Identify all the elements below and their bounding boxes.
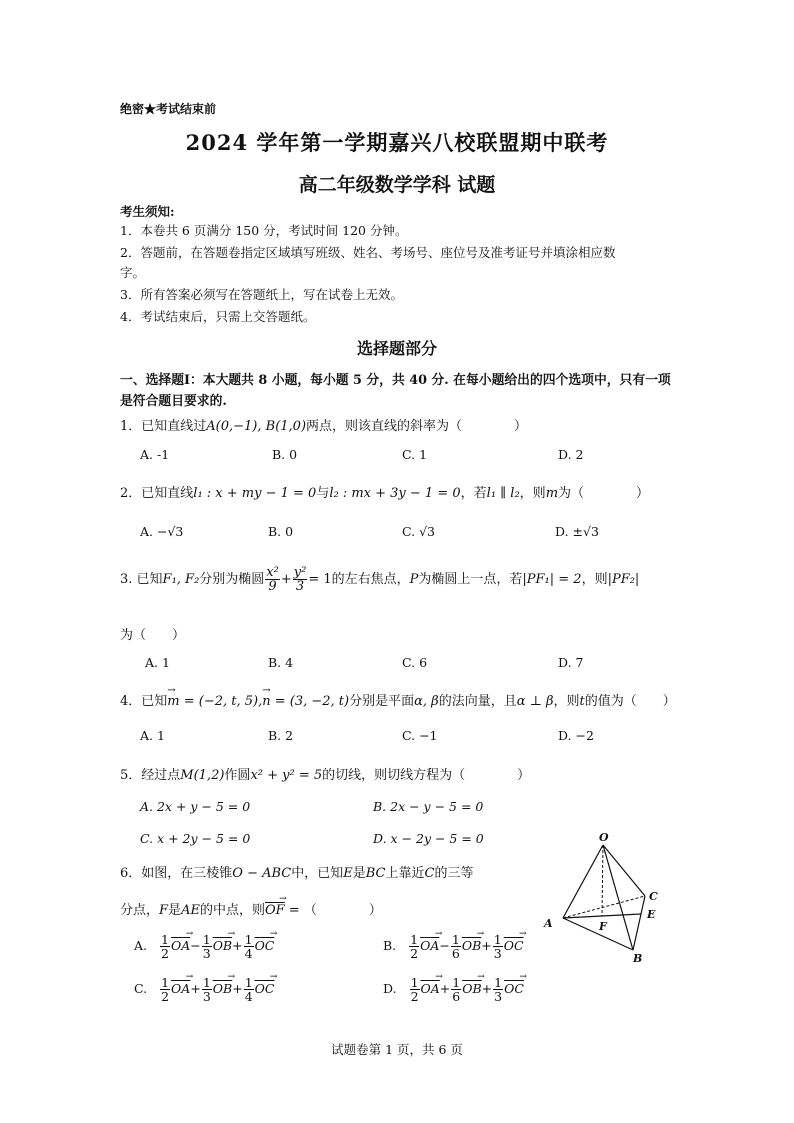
q2-text: ，若 — [460, 486, 487, 501]
coefficient-fraction — [160, 933, 170, 960]
vector-term — [420, 972, 443, 996]
fraction-numerator: 1 — [494, 975, 503, 990]
vector-arrow-icon: → — [434, 929, 443, 939]
exam-title: 2024 学年第一学期嘉兴八校联盟期中联考 — [185, 130, 609, 155]
q4-variable: t — [579, 694, 585, 709]
exam-subtitle: 高二年级数学学科 试题 — [298, 174, 496, 196]
fraction-denominator: 3 — [202, 946, 211, 961]
coefficient-fraction — [409, 933, 419, 960]
fraction-denominator: 3 — [493, 946, 502, 961]
vector-label: $\overline{OA}$ — [171, 981, 191, 996]
operator-sign: − — [439, 938, 450, 953]
q4-vector-m — [167, 685, 180, 709]
q1-option-c: C. 1 — [402, 447, 428, 462]
q3-plus: + — [280, 572, 292, 587]
vector-arrow-icon: → — [227, 929, 236, 939]
vector-arrow-icon: → — [519, 972, 527, 982]
q4-vector-n-label: n — [262, 694, 271, 709]
q3-line2: 为（ ） — [120, 628, 186, 643]
q4-option-d: D. −2 — [558, 728, 594, 743]
option-label: B. — [383, 938, 397, 953]
q3-option-a: A. 1 — [145, 655, 170, 670]
vector-arrow-icon: → — [279, 894, 287, 904]
q3-fraction-x — [265, 566, 280, 593]
q2-option-a: A. −√3 — [140, 524, 184, 539]
q5-option-d: D. x − 2y − 5 = 0 — [373, 831, 484, 846]
q2-text: 与 — [316, 486, 330, 501]
operator-sign: + — [232, 938, 243, 953]
vector-label: $\overline{OC}$ — [254, 981, 275, 996]
label-a: A — [544, 917, 553, 930]
q3-condition: |PF₁| = 2 — [522, 572, 582, 587]
q6-point-f: F — [159, 903, 169, 918]
q6-text: = （ ） — [284, 903, 382, 918]
vector-arrow-icon: → — [227, 972, 236, 982]
vector-arrow-icon: → — [518, 929, 527, 939]
fraction-numerator: 1 — [202, 932, 211, 947]
q6-vector-of-label: $\overline{OF}$ — [264, 903, 285, 918]
q6-text: 的中点，则 — [199, 903, 265, 918]
q6-text: 中，已知 — [291, 866, 344, 881]
fraction-numerator: 1 — [452, 975, 461, 990]
question-4 — [120, 685, 676, 709]
q3-ask: |PF₂| — [607, 572, 640, 587]
q2-condition: l₁ ∥ l₂ — [486, 486, 520, 501]
question-6 — [120, 862, 474, 881]
q3-text: 为椭圆上一点，若 — [418, 572, 523, 587]
vector-term — [212, 929, 236, 953]
q3-foci: F₁, F₂ — [162, 572, 200, 587]
q4-text: ，则 — [553, 694, 580, 709]
vector-label: $\overline{OC}$ — [503, 938, 524, 953]
q4-text: 分别是平面 — [349, 694, 415, 709]
coefficient-fraction — [410, 976, 420, 1003]
q1-option-a: A. -1 — [140, 447, 170, 462]
q6-text: 的三等 — [434, 866, 474, 881]
q1-prefix: 1．已知直线过 — [120, 419, 207, 434]
q4-planes: α, β — [414, 694, 439, 709]
q3-text: 的左右焦点， — [331, 572, 410, 587]
vector-term — [503, 929, 527, 953]
q2-text: ，则 — [519, 486, 546, 501]
fraction-numerator: 1 — [451, 932, 460, 947]
fraction-denominator: 2 — [410, 946, 419, 961]
q5-prefix: 5．经过点 — [120, 768, 181, 783]
question-3 — [120, 566, 639, 593]
question-2 — [120, 482, 649, 501]
operator-sign: + — [481, 981, 493, 996]
coefficient-fraction — [202, 976, 212, 1003]
operator-sign: − — [190, 938, 201, 953]
fraction-numerator: 1 — [493, 932, 502, 947]
vector-arrow-icon: → — [269, 929, 278, 939]
q4-suffix: 的值为（ ） — [584, 694, 676, 709]
confidential-mark: 绝密★考试结束前 — [120, 102, 217, 116]
q3-point: P — [409, 572, 419, 587]
edge-oa — [563, 845, 603, 918]
coefficient-fraction — [493, 976, 503, 1003]
fraction-numerator: 1 — [410, 975, 419, 990]
q1-option-d: D. 2 — [558, 447, 584, 462]
part-instructions: 一、选择题Ⅰ：本大题共 8 小题，每小题 5 分，共 40 分. 在每小题给出的四个选项中，只有一项是符合题目要求的. — [120, 373, 671, 409]
q4-prefix: 4．已知 — [120, 694, 168, 709]
operator-sign: + — [190, 981, 201, 996]
vector-arrow-icon: → — [262, 685, 271, 696]
fraction-numerator: 1 — [244, 975, 253, 990]
q4-condition: α ⊥ β — [516, 694, 554, 709]
q6-option-d — [383, 972, 527, 1004]
edge-oc — [603, 845, 645, 896]
q5-circle: x² + y² = 5 — [250, 768, 323, 783]
q4-option-c: C. −1 — [402, 728, 438, 743]
q6-point-e: E — [343, 866, 353, 881]
vector-term — [171, 972, 194, 996]
segment-of-hidden — [602, 845, 603, 916]
vector-term — [420, 929, 443, 953]
operator-sign: + — [481, 938, 492, 953]
vector-arrow-icon: → — [167, 685, 176, 696]
vector-arrow-icon: → — [269, 972, 278, 982]
edge-bc — [633, 896, 645, 950]
vector-label: $\overline{OB}$ — [462, 981, 482, 996]
q6-solid: O − ABC — [232, 866, 292, 881]
vector-label: $\overline{OB}$ — [212, 938, 233, 953]
label-b: B — [633, 952, 643, 965]
question-1 — [120, 415, 527, 434]
q3-equals: = 1 — [308, 572, 332, 587]
notice-heading: 考生须知: — [120, 204, 175, 219]
vector-arrow-icon: → — [476, 929, 485, 939]
vector-label: $\overline{OB}$ — [461, 938, 482, 953]
tetrahedron-figure — [540, 830, 670, 965]
fraction-numerator: 1 — [410, 932, 419, 947]
vector-term — [212, 972, 236, 996]
q3-text: 分别为椭圆 — [199, 572, 265, 587]
q3-prefix: 3. 已知 — [120, 572, 163, 587]
q4-vector-n-value: = (3, −2, t) — [270, 694, 350, 709]
coefficient-fraction — [244, 933, 254, 960]
q4-text: 的法向量，且 — [438, 694, 517, 709]
fraction-denominator: 6 — [452, 989, 461, 1004]
label-e: E — [647, 908, 656, 921]
q2-option-c: C. √3 — [402, 524, 435, 539]
q4-vector-m-label: m — [167, 694, 180, 709]
notice-item: 3．所有答案必须写在答题纸上，写在试卷上无效。 — [120, 287, 403, 302]
q2-variable: m — [545, 486, 559, 501]
vector-label: $\overline{OA}$ — [420, 981, 440, 996]
fraction-numerator: 1 — [244, 932, 253, 947]
q1-option-b: B. 0 — [272, 447, 298, 462]
vector-term — [254, 972, 278, 996]
operator-sign: + — [232, 981, 243, 996]
vector-label: $\overline{OA}$ — [420, 938, 440, 953]
vector-term — [254, 929, 278, 953]
q6-text: 是 — [352, 866, 366, 881]
vector-label: $\overline{OC}$ — [504, 981, 524, 996]
vector-term — [504, 972, 527, 996]
q6-prefix: 6．如图，在三棱锥 — [120, 866, 233, 881]
vector-label: $\overline{OA}$ — [170, 938, 191, 953]
q4-vector-m-value: = (−2, t, 5), — [179, 694, 263, 709]
coefficient-fraction — [202, 933, 212, 960]
fraction-denominator: 6 — [451, 946, 460, 961]
fraction-numerator: 1 — [161, 932, 169, 947]
option-label: A. — [134, 938, 148, 953]
q6-text: 上靠近 — [385, 866, 425, 881]
coefficient-fraction — [160, 976, 170, 1003]
q1-points: A(0,−1), B(1,0) — [206, 419, 307, 434]
vector-label: $\overline{OB}$ — [212, 981, 233, 996]
q3-text: ，则 — [581, 572, 608, 587]
label-f: F — [599, 920, 607, 933]
q3-frac-den: 3 — [295, 579, 305, 594]
q4-option-a: A. 1 — [140, 728, 165, 743]
vector-term — [170, 929, 194, 953]
q5-point: M(1,2) — [180, 768, 225, 783]
q6-option-a — [134, 929, 278, 961]
coefficient-fraction — [244, 976, 254, 1003]
notice-item: 2．答题前，在答题卷指定区域填写班级、姓名、考场号、座位号及准考证号并填涂相应数 — [120, 245, 616, 260]
q6-segment-ae: AE — [181, 903, 200, 918]
q2-prefix: 2．已知直线 — [120, 486, 194, 501]
vector-arrow-icon: → — [185, 972, 194, 982]
coefficient-fraction — [451, 933, 461, 960]
coefficient-fraction — [451, 976, 461, 1003]
vector-term — [462, 972, 485, 996]
q6-option-b — [383, 929, 527, 961]
q3-option-b: B. 4 — [268, 655, 294, 670]
page-footer: 试题卷第 1 页，共 6 页 — [331, 1042, 463, 1057]
q6-point-c: C — [424, 866, 435, 881]
vector-arrow-icon: → — [435, 972, 443, 982]
q3-frac-den: 9 — [268, 579, 277, 594]
fraction-denominator: 2 — [161, 989, 170, 1004]
option-label: C. — [134, 981, 148, 996]
q6-text: 是 — [168, 903, 182, 918]
vector-term — [461, 929, 485, 953]
q5-suffix: 的切线，则切线方程为（ ） — [322, 768, 531, 783]
tetrahedron-diagram — [540, 830, 670, 965]
q1-suffix: 两点，则该直线的斜率为（ ） — [306, 419, 528, 434]
fraction-denominator: 3 — [494, 989, 503, 1004]
fraction-denominator: 4 — [244, 946, 253, 961]
q3-option-d: D. 7 — [558, 655, 584, 670]
notice-item: 1．本卷共 6 页满分 150 分，考试时间 120 分钟。 — [120, 223, 408, 238]
fraction-numerator: 1 — [161, 975, 170, 990]
fraction-denominator: 2 — [410, 989, 419, 1004]
q5-option-b: B. 2x − y − 5 = 0 — [373, 799, 484, 814]
q2-suffix: 为（ ） — [558, 486, 650, 501]
q2-line2: l₂ : mx + 3y − 1 = 0 — [329, 486, 461, 501]
notice-item: 字。 — [120, 265, 146, 280]
operator-sign: + — [439, 981, 451, 996]
edge-ab — [563, 918, 633, 950]
q3-frac-num: x² — [266, 565, 279, 580]
q6-vector-of — [264, 894, 287, 918]
q5-text: 作圆 — [224, 768, 251, 783]
label-o: O — [599, 831, 609, 844]
q4-vector-n — [262, 685, 271, 709]
fraction-numerator: 1 — [202, 975, 211, 990]
question-5 — [120, 764, 530, 783]
label-c: C — [649, 890, 658, 903]
q6-segment-bc: BC — [365, 866, 386, 881]
q3-fraction-y — [293, 566, 308, 593]
notice-item: 4．考试结束后，只需上交答题纸。 — [120, 309, 316, 324]
edge-ob — [603, 845, 633, 950]
q2-line1: l₁ : x + my − 1 = 0 — [193, 486, 317, 501]
q3-frac-num: y² — [293, 565, 307, 580]
coefficient-fraction — [493, 933, 503, 960]
fraction-denominator: 3 — [202, 989, 211, 1004]
fraction-denominator: 4 — [244, 989, 253, 1004]
vector-label: $\overline{OC}$ — [254, 938, 275, 953]
q3-option-c: C. 6 — [402, 655, 428, 670]
section-title: 选择题部分 — [356, 339, 437, 358]
option-label: D. — [383, 981, 397, 996]
vector-arrow-icon: → — [477, 972, 485, 982]
q6-text: 分点， — [120, 903, 160, 918]
q2-option-d: D. ±√3 — [555, 524, 599, 539]
vector-arrow-icon: → — [185, 929, 194, 939]
q5-option-a: A. 2x + y − 5 = 0 — [140, 799, 251, 814]
question-6-line2 — [120, 894, 382, 918]
q4-option-b: B. 2 — [268, 728, 294, 743]
q6-option-c — [134, 972, 278, 1004]
q5-option-c: C. x + 2y − 5 = 0 — [140, 831, 251, 846]
fraction-denominator: 2 — [161, 946, 169, 961]
q2-option-b: B. 0 — [268, 524, 294, 539]
